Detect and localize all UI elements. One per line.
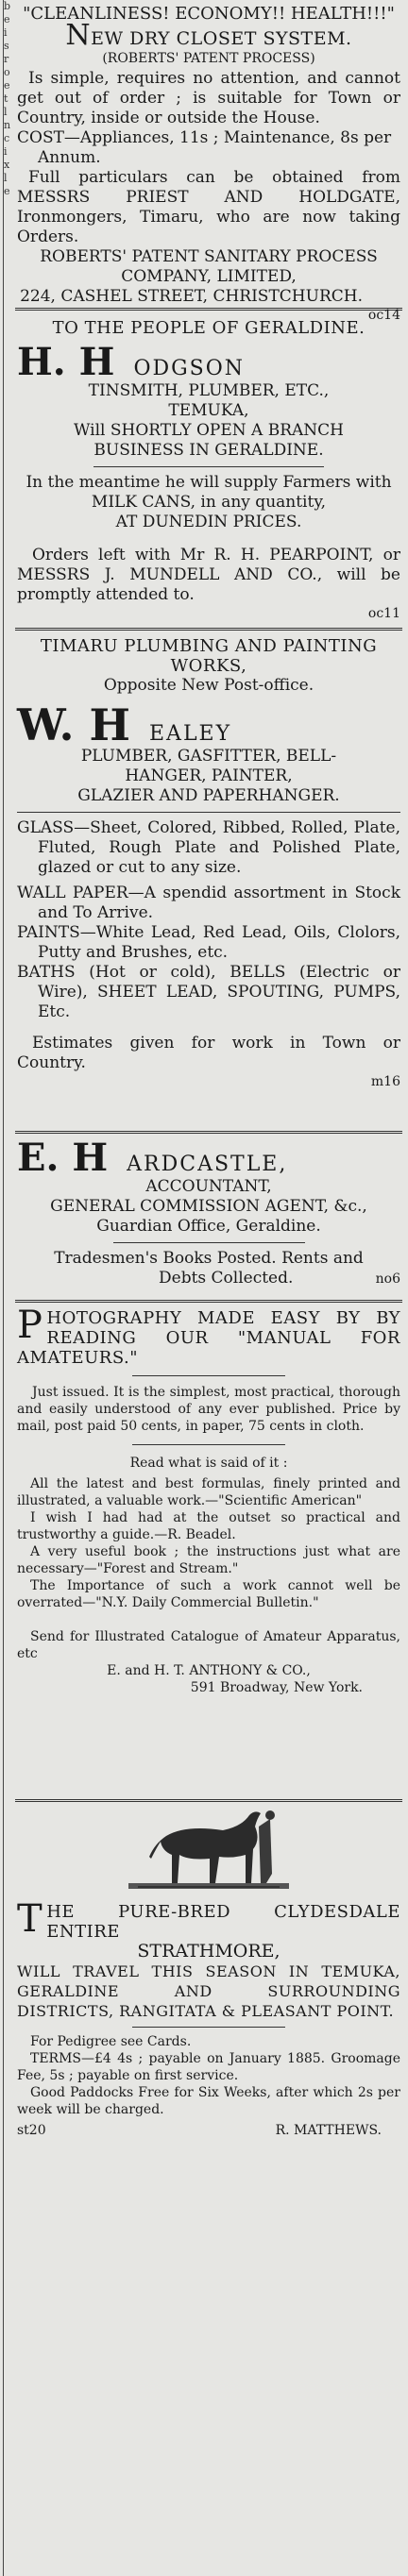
gutter-mark: l: [4, 172, 8, 184]
gutter-mark: b: [4, 0, 11, 12]
advert-baths: BATHS (Hot or cold), BELLS (Electric or Wire), SHEET LEAD, SPOUTING, PUMPS, Etc.: [17, 963, 400, 1021]
gutter-mark: s: [4, 40, 9, 52]
horse-engraving: [128, 1808, 289, 1898]
advert-title: ACCOUNTANT,: [145, 1177, 272, 1196]
gutter-marks: [0, 0, 11, 198]
advert-trade2: HANGER, PAINTER,: [125, 766, 293, 785]
advert-subtitle: (ROBERTS' PATENT PROCESS): [102, 51, 315, 66]
advert-line1: Will SHORTLY OPEN A BRANCH: [74, 421, 344, 440]
advert-prices: AT DUNEDIN PRICES.: [115, 513, 302, 531]
name-rest: ODGSON: [133, 357, 246, 380]
advert-company: ROBERTS' PATENT SANITARY PROCESS COMPANY, LIMITED,: [40, 247, 378, 286]
newspaper-column: [15, 0, 402, 2249]
gutter-mark: e: [4, 79, 10, 92]
gutter-mark: i: [4, 145, 8, 158]
advert-terms: TERMS—£4 4s ; payable on January 1885. Groomage Fee, 5s ; payable on first service.: [17, 2051, 400, 2083]
advert-line2: BUSINESS IN GERALDINE.: [94, 441, 324, 460]
advert-body: Is simple, requires no attention, and cannot get out of order ; is suitable for Town or Country, inside or outside the House.: [17, 69, 400, 127]
advert-catalogue: Send for Illustrated Catalogue of Amateur Apparatus, etc: [17, 1629, 400, 1661]
advert-address: 591 Broadway, New York.: [190, 1680, 363, 1695]
name-rest: EALEY: [149, 722, 232, 746]
gutter-mark: e: [4, 13, 10, 25]
gutter-mark: e: [4, 185, 10, 197]
advert-code: oc11: [367, 606, 400, 621]
advert-debts-row: [17, 1269, 400, 1288]
advert-estimates: Estimates given for work in Town or Country.: [17, 1034, 400, 1072]
advert-footer: [17, 2122, 400, 2139]
advert-healey: [15, 631, 402, 1131]
gutter-mark: l: [4, 106, 8, 118]
advert-paddocks: Good Paddocks Free for Six Weeks, after which 2s per week will be charged.: [17, 2085, 400, 2117]
advert-location: Opposite New Post-office.: [103, 676, 314, 695]
advert-headline: "CLEANLINESS! ECONOMY!! HEALTH!!!": [23, 4, 395, 24]
advert-meantime: In the meantime he will supply Farmers with MILK CANS, in any quantity,: [26, 473, 392, 512]
gutter-mark: c: [4, 132, 10, 144]
name-initial: E. H: [17, 1136, 109, 1180]
advert-orders: Orders left with Mr R. H. PEARPOINT, or MESSRS J. MUNDELL AND CO., will be promptly attended to.: [17, 546, 400, 604]
advert-glass: GLASS—Sheet, Colored, Ribbed, Rolled, Plate, Fluted, Rough Plate and Polished Plate, glazed or cut to any size.: [17, 818, 400, 877]
title-initial: N: [65, 19, 92, 52]
advert-quote1: All the latest and best formulas, finely printed and illustrated, a valuable work.—"Scientific American": [17, 1476, 400, 1508]
advert-office: Guardian Office, Geraldine.: [96, 1217, 321, 1236]
advert-address: 224, CASHEL STREET, CHRISTCHURCH.: [20, 287, 363, 306]
advert-read: Read what is said of it :: [129, 1456, 288, 1471]
advert-trade1: PLUMBER, GASFITTER, BELL-: [80, 747, 337, 766]
advert-closet-system: [15, 0, 402, 323]
name-rest: ARDCASTLE,: [127, 1153, 288, 1176]
advert-paints: PAINTS—White Lead, Red Lead, Oils, Clolors, Putty and Brushes, etc.: [17, 923, 400, 962]
advert-quote4: The Importance of such a work cannot well be overrated—"N.Y. Daily Commercial Bulletin.": [17, 1578, 400, 1610]
gutter-mark: x: [4, 159, 10, 171]
advert-headline: TO THE PEOPLE OF GERALDINE.: [52, 318, 366, 338]
title-rest: EW DRY CLOSET SYSTEM.: [91, 28, 352, 49]
advert-strathmore: [15, 1808, 402, 2249]
advert-name: [17, 1136, 400, 1180]
separator: [132, 2027, 285, 2028]
advert-books: Tradesmen's Books Posted. Rents and: [54, 1249, 364, 1268]
advert-particulars: Full particulars can be obtained from MESSRS PRIEST AND HOLDGATE, Ironmongers, Timaru, who are now taking Orders.: [17, 168, 400, 246]
advert-pedigree: For Pedigree see Cards.: [30, 2034, 192, 2049]
gutter-mark: i: [4, 26, 8, 39]
advert-hodgson: [15, 311, 402, 628]
gutter-mark: n: [4, 119, 11, 131]
advert-code: no6: [375, 1271, 400, 1287]
separator: [113, 1242, 305, 1243]
advert-wallpaper: WALL PAPER—A spendid assortment in Stock and To Arrive.: [17, 884, 400, 922]
advert-trade3: GLAZIER AND PAPERHANGER.: [77, 786, 340, 805]
separator: [132, 1444, 285, 1445]
name-initial: H. H: [17, 340, 115, 384]
column-rule: [3, 0, 4, 2576]
advert-intro: Just issued. It is the simplest, most practical, thorough and easily understood of any ever published. Price by mail, post paid 50 cents, in paper, 75 cents in cloth.: [17, 1385, 400, 1434]
advert-agent: GENERAL COMMISSION AGENT, &c.,: [50, 1197, 367, 1216]
advert-town: TEMUKA,: [168, 401, 249, 420]
advert-horse-name: STRATHMORE,: [137, 1941, 280, 1961]
gutter-mark: t: [4, 93, 8, 105]
headline-initial: P: [17, 1304, 43, 1347]
advert-headline: HOTOGRAPHY MADE EASY BY BY READING OUR "MANUAL FOR AMATEURS.": [17, 1308, 400, 1368]
advert-code: m16: [370, 1074, 400, 1089]
advert-trade: TINSMITH, PLUMBER, ETC.,: [88, 381, 330, 400]
advert-photography: [15, 1303, 402, 1799]
advert-hardcastle: [15, 1134, 402, 1300]
separator: [132, 1375, 285, 1376]
advert-quote2: I wish I had had at the outset so practical and trustworthy a guide.—R. Beadel.: [17, 1510, 400, 1542]
advert-headline-block: [17, 1897, 400, 1942]
advert-headline-block: [17, 1304, 400, 1368]
advert-travel: WILL TRAVEL THIS SEASON IN TEMUKA, GERALDINE AND SURROUNDING DISTRICTS, RANGITATA & PLEASANT POINT.: [17, 1962, 400, 2020]
advert-title: [17, 19, 400, 52]
gutter-mark: o: [4, 66, 10, 78]
advert-code: st20: [17, 2123, 46, 2138]
advert-name: [17, 340, 400, 384]
advert-name: [17, 699, 400, 750]
advert-firm: E. and H. T. ANTHONY & CO.,: [107, 1663, 311, 1678]
advert-headline: HE PURE-BRED CLYDESDALE ENTIRE: [46, 1902, 400, 1942]
advert-debts: Debts Collected.: [159, 1269, 294, 1288]
advert-cost: COST—Appliances, 11s ; Maintenance, 8s per Annum.: [17, 128, 392, 167]
advert-code: oc14: [367, 308, 400, 323]
separator: [94, 466, 324, 467]
separator: [17, 812, 400, 813]
advert-owner: R. MATTHEWS.: [275, 2123, 382, 2138]
gutter-mark: r: [4, 53, 9, 65]
name-initial: W. H: [17, 699, 130, 750]
advert-headline: TIMARU PLUMBING AND PAINTING WORKS,: [40, 636, 378, 676]
advert-quote3: A very useful book ; the instructions just what are necessary—"Forest and Stream.": [17, 1544, 400, 1576]
headline-initial: T: [17, 1897, 43, 1941]
separator: [15, 1799, 402, 1802]
